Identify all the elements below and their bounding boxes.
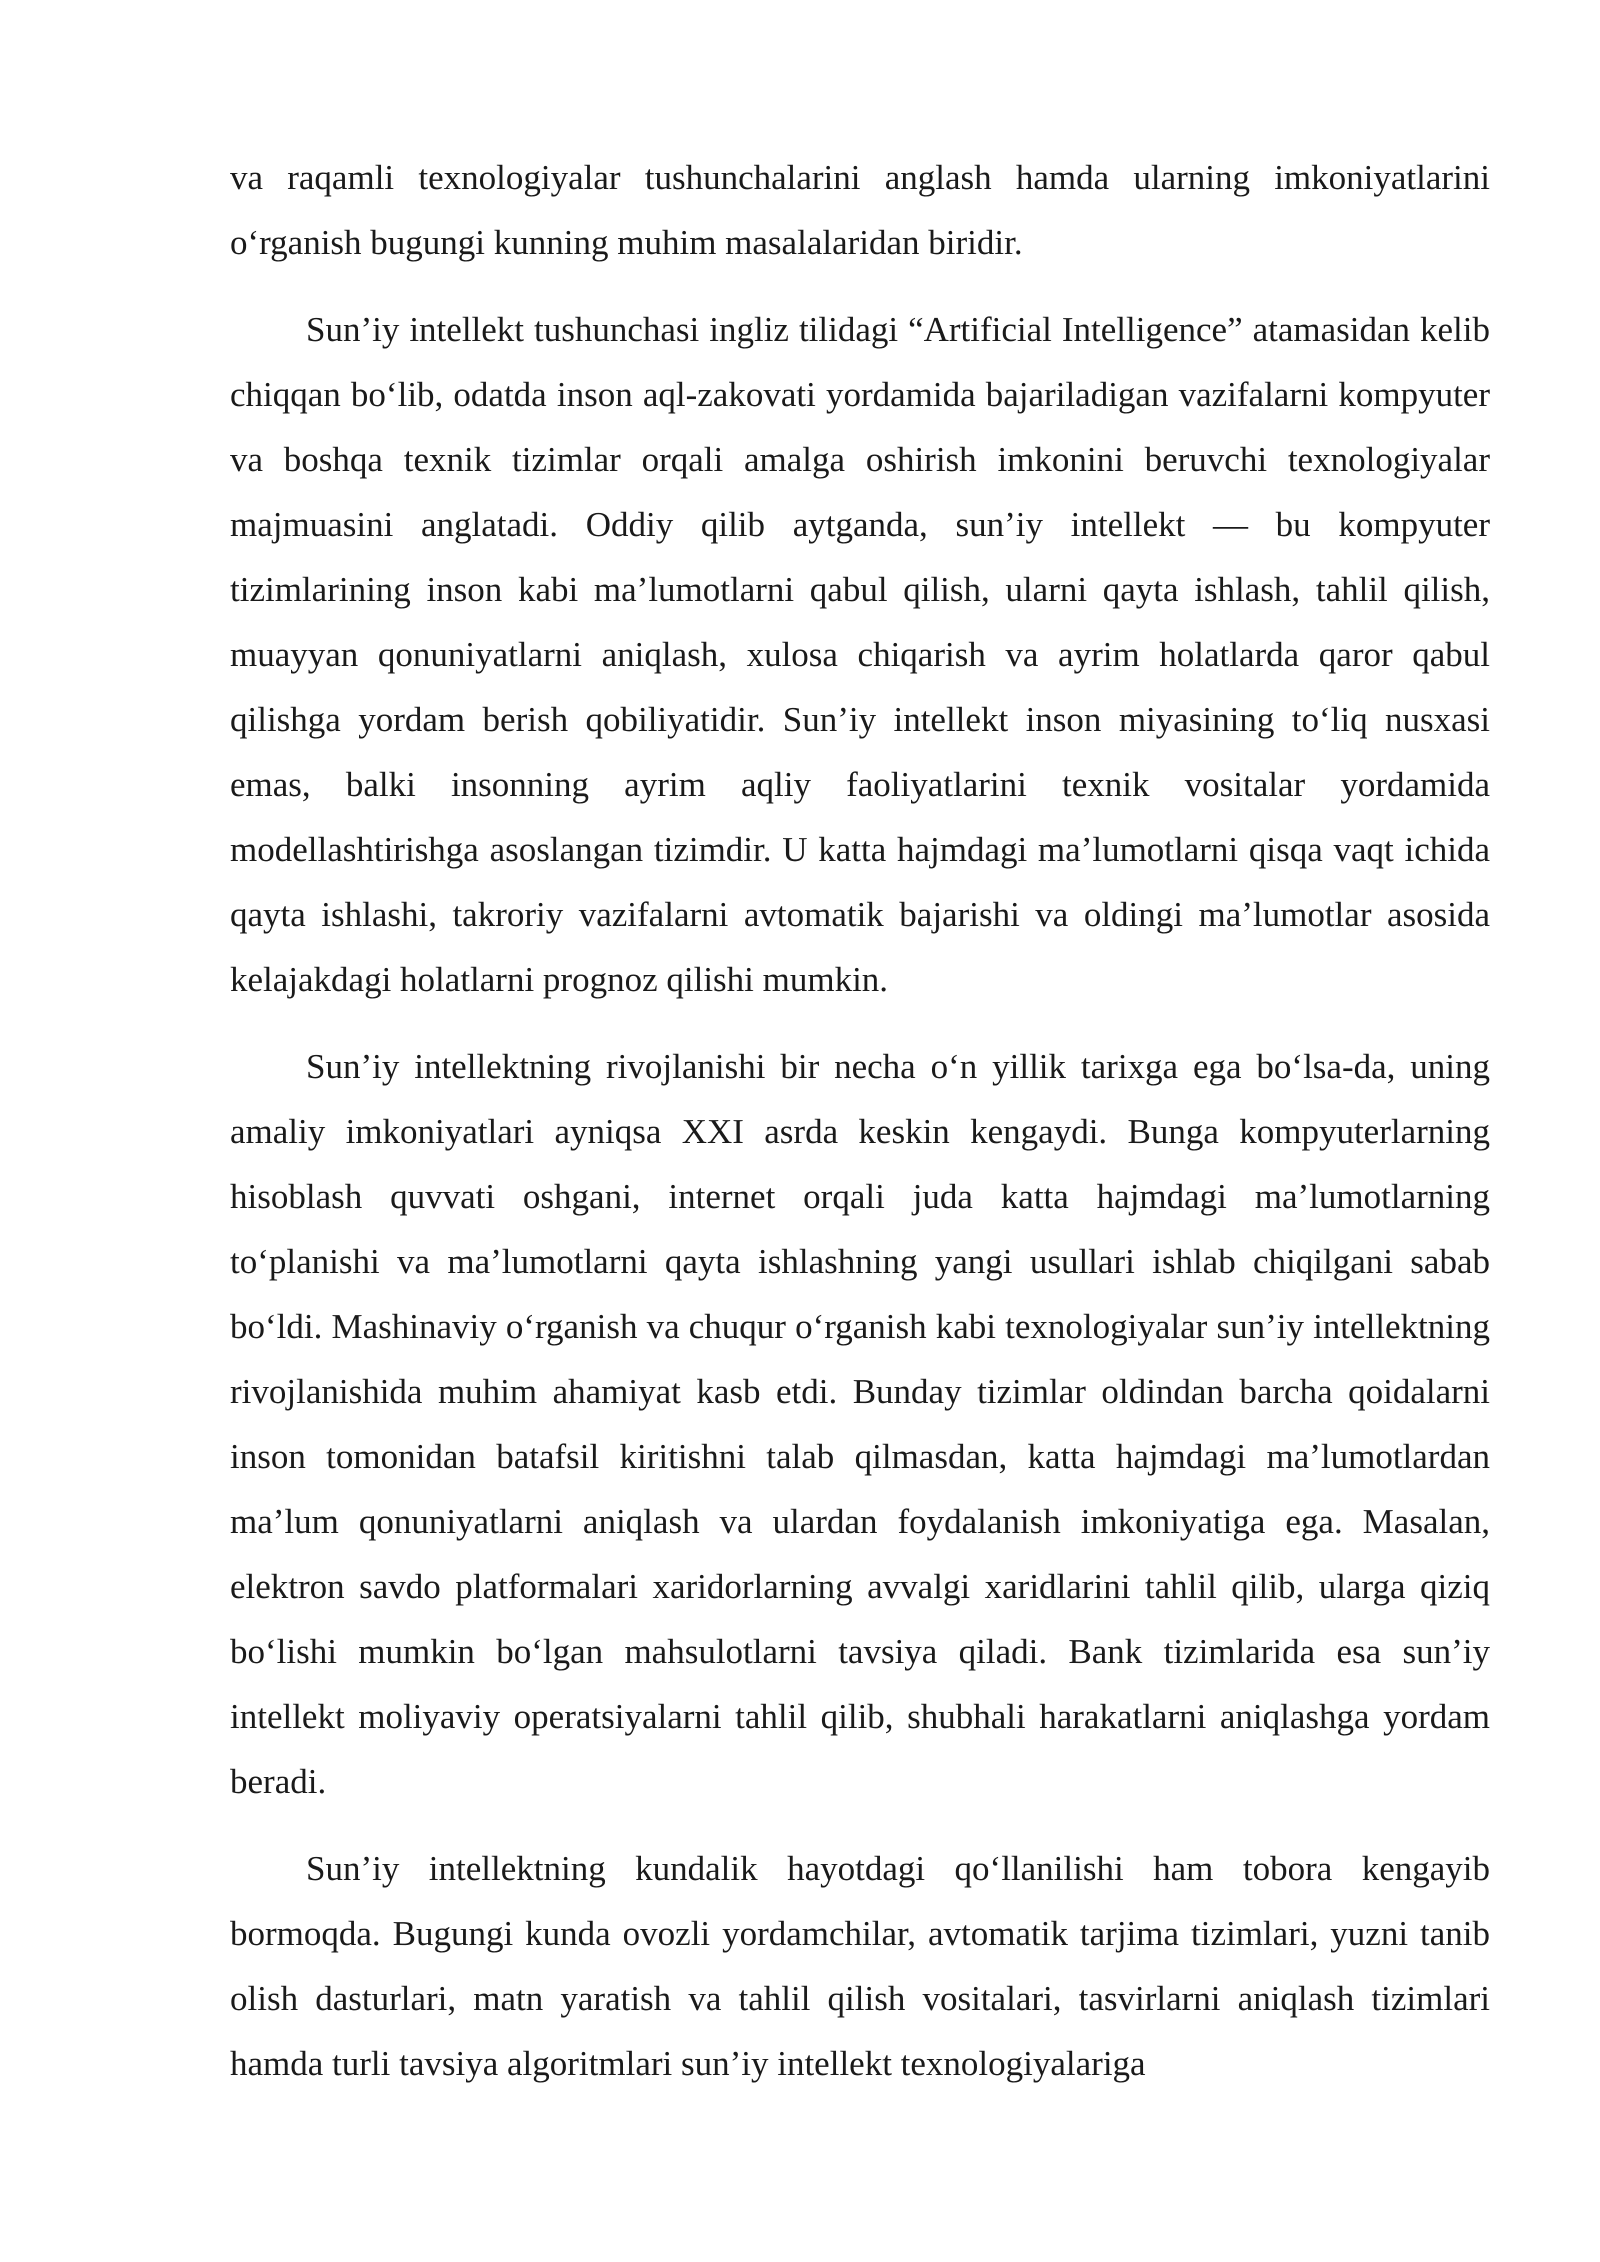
paragraph-1: va raqamli texnologiyalar tushunchalarini anglash hamda ularning imkoniyatlarini o‘rganish bugungi kunning muhim masalalaridan biridir. (230, 158, 1490, 262)
document-page (230, 145, 1490, 2118)
paragraph-3: Sun’iy intellektning rivojlanishi bir necha o‘n yillik tarixga ega bo‘lsa-da, uning amaliy imkoniyatlari ayniqsa XXI asrda keskin kengaydi. Bunga kompyuterlarning hisoblash quvvati oshgani, internet orqali juda katta hajmdagi ma’lumotlarning to‘planishi va ma’lumotlarni qayta ishlashning yangi usullari ishlab chiqilgani sabab bo‘ldi. Mashinaviy o‘rganish va chuqur o‘rganish kabi texnologiyalar sun’iy intellektning rivojlanishida muhim ahamiyat kasb etdi. Bunday tizimlar oldindan barcha qoidalarni inson tomonidan batafsil kiritishni talab qilmasdan, katta hajmdagi ma’lumotlardan ma’lum qonuniyatlarni aniqlash va ulardan foydalanish imkoniyatiga ega. Masalan, elektron savdo platformalari xaridorlarning avvalgi xaridlarini tahlil qilib, ularga qiziq bo‘lishi mumkin bo‘lgan mahsulotlarni tavsiya qiladi. Bank tizimlarida esa sun’iy intellekt moliyaviy operatsiyalarni tahlil qilib, shubhali harakatlarni aniqlashga yordam beradi. (230, 1047, 1490, 1801)
paragraph-4: Sun’iy intellektning kundalik hayotdagi qo‘llanilishi ham tobora kengayib bormoqda. Bugungi kunda ovozli yordamchilar, avtomatik tarjima tizimlari, yuzni tanib olish dasturlari, matn yaratish va tahlil qilish vositalari, tasvirlarni aniqlash tizimlari hamda turli tavsiya algoritmlari sun’iy intellekt texnologiyalariga (230, 1849, 1490, 2083)
paragraph-2: Sun’iy intellekt tushunchasi ingliz tilidagi “Artificial Intelligence” atamasidan kelib chiqqan bo‘lib, odatda inson aql-zakovati yordamida bajariladigan vazifalarni kompyuter va boshqa texnik tizimlar orqali amalga oshirish imkonini beruvchi texnologiyalar majmuasini anglatadi. Oddiy qilib aytganda, sun’iy intellekt — bu kompyuter tizimlarining inson kabi ma’lumotlarni qabul qilish, ularni qayta ishlash, tahlil qilish, muayyan qonuniyatlarni aniqlash, xulosa chiqarish va ayrim holatlarda qaror qabul qilishga yordam berish qobiliyatidir. Sun’iy intellekt inson miyasining to‘liq nusxasi emas, balki insonning ayrim aqliy faoliyatlarini texnik vositalar yordamida modellashtirishga asoslangan tizimdir. U katta hajmdagi ma’lumotlarni qisqa vaqt ichida qayta ishlashi, takroriy vazifalarni avtomatik bajarishi va oldingi ma’lumotlar asosida kelajakdagi holatlarni prognoz qilishi mumkin. (230, 310, 1490, 999)
